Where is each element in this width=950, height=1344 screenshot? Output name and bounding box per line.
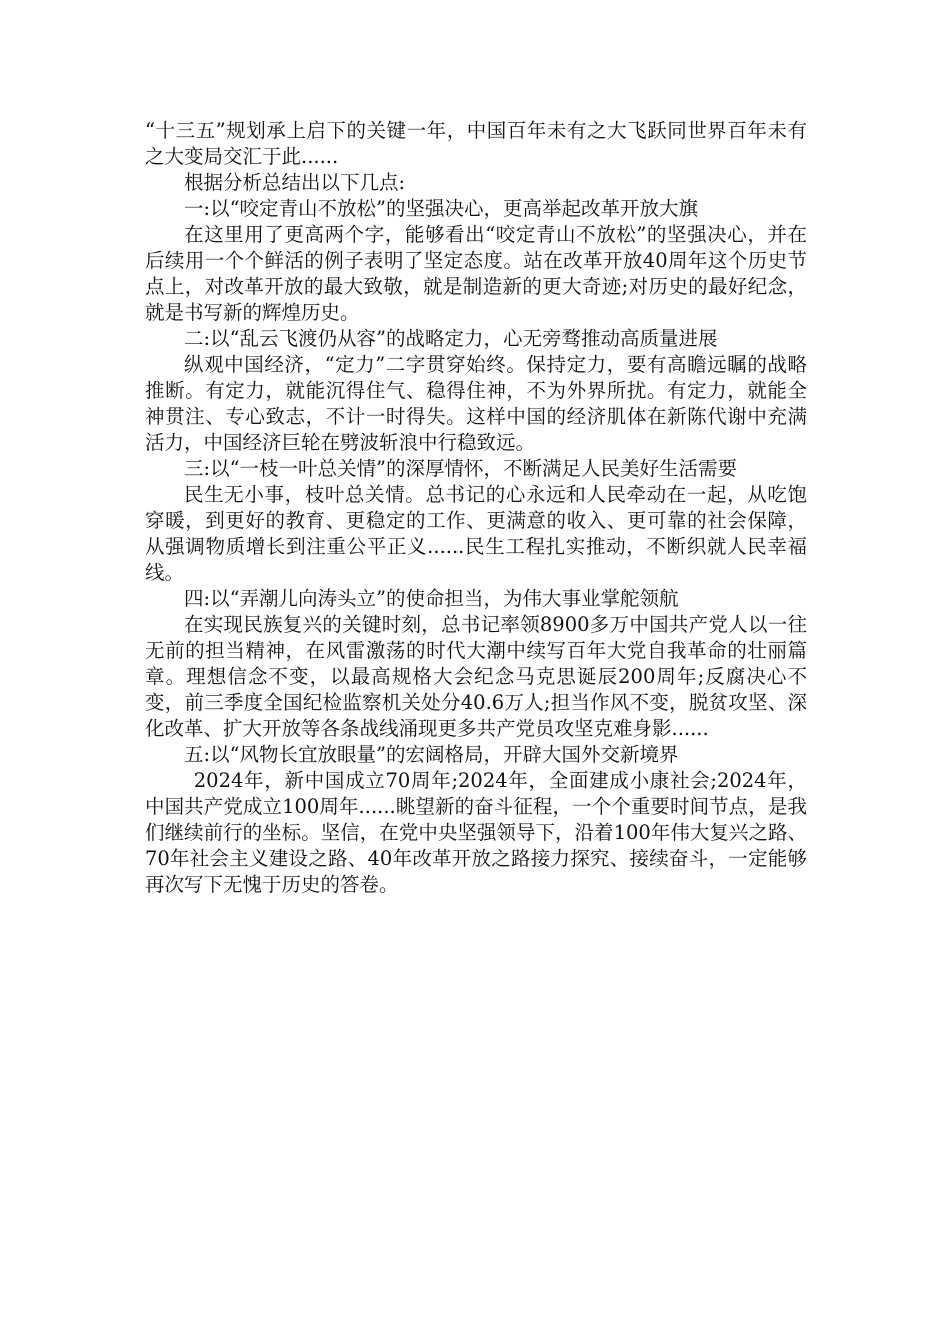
point-5-heading: 五:以“风物长宜放眼量”的宏阔格局，开辟大国外交新境界 xyxy=(184,743,679,766)
point-2-body: 纵观中国经济，“定力”二字贯穿始终。保持定力，要有高瞻远瞩的战略推断。有定力，就能沉得住气、稳得住神，不为外界所扰。有定力，就能全神贯注、专心致志，不计一时得失。这样中国的经济肌体在新陈代谢中充满活力，中国经济巨轮在劈波斩浪中行稳致远。 xyxy=(145,353,807,454)
intro-paragraph: “十三五”规划承上启下的关键一年，中国百年未有之大飞跃同世界百年未有之大变局交汇于此...... xyxy=(145,119,807,168)
point-3-body: 民生无小事，枝叶总关情。总书记的心永远和人民牵动在一起，从吃饱穿暖，到更好的教育、更稳定的工作、更满意的收入、更可靠的社会保障，从强调物质增长到注重公平正义......民生工程扎实推动，不断织就人民幸福线。 xyxy=(145,483,807,584)
summary-lead: 根据分析总结出以下几点: xyxy=(184,171,406,194)
document-body xyxy=(145,118,807,898)
point-1-heading: 一:以“咬定青山不放松”的坚强决心，更高举起改革开放大旗 xyxy=(184,197,699,220)
point-2-heading: 二:以“乱云飞渡仍从容”的战略定力，心无旁骛推动高质量进展 xyxy=(184,327,718,350)
point-4-body: 在实现民族复兴的关键时刻，总书记率领8900多万中国共产党人以一往无前的担当精神，在风雷激荡的时代大潮中续写百年大党自我革命的壮丽篇章。理想信念不变，以最高规格大会纪念马克思诞辰200周年;反腐决心不变，前三季度全国纪检监察机关处分40.6万人;担当作风不变，脱贫攻坚、深化改革、扩大开放等各条战线涌现更多共产党员攻坚克难身影...... xyxy=(145,613,807,740)
point-1-body: 在这里用了更高两个字，能够看出“咬定青山不放松”的坚强决心，并在后续用一个个鲜活的例子表明了坚定态度。站在改革开放40周年这个历史节点上，对改革开放的最大致敬，就是制造新的更大奇迹;对历史的最好纪念，就是书写新的辉煌历史。 xyxy=(145,223,807,324)
point-3-heading: 三:以“一枝一叶总关情”的深厚情怀，不断满足人民美好生活需要 xyxy=(184,457,738,480)
point-4-heading: 四:以“弄潮儿向涛头立”的使命担当，为伟大事业掌舵领航 xyxy=(184,587,679,610)
point-5-body: 2024年，新中国成立70周年;2024年，全面建成小康社会;2024年，中国共产党成立100周年......眺望新的奋斗征程，一个个重要时间节点，是我们继续前行的坐标。坚信，在党中央坚强领导下，沿着100年伟大复兴之路、70年社会主义建设之路、40年改革开放之路接力探究、接续奋斗，一定能够再次写下无愧于历史的答卷。 xyxy=(145,769,807,896)
